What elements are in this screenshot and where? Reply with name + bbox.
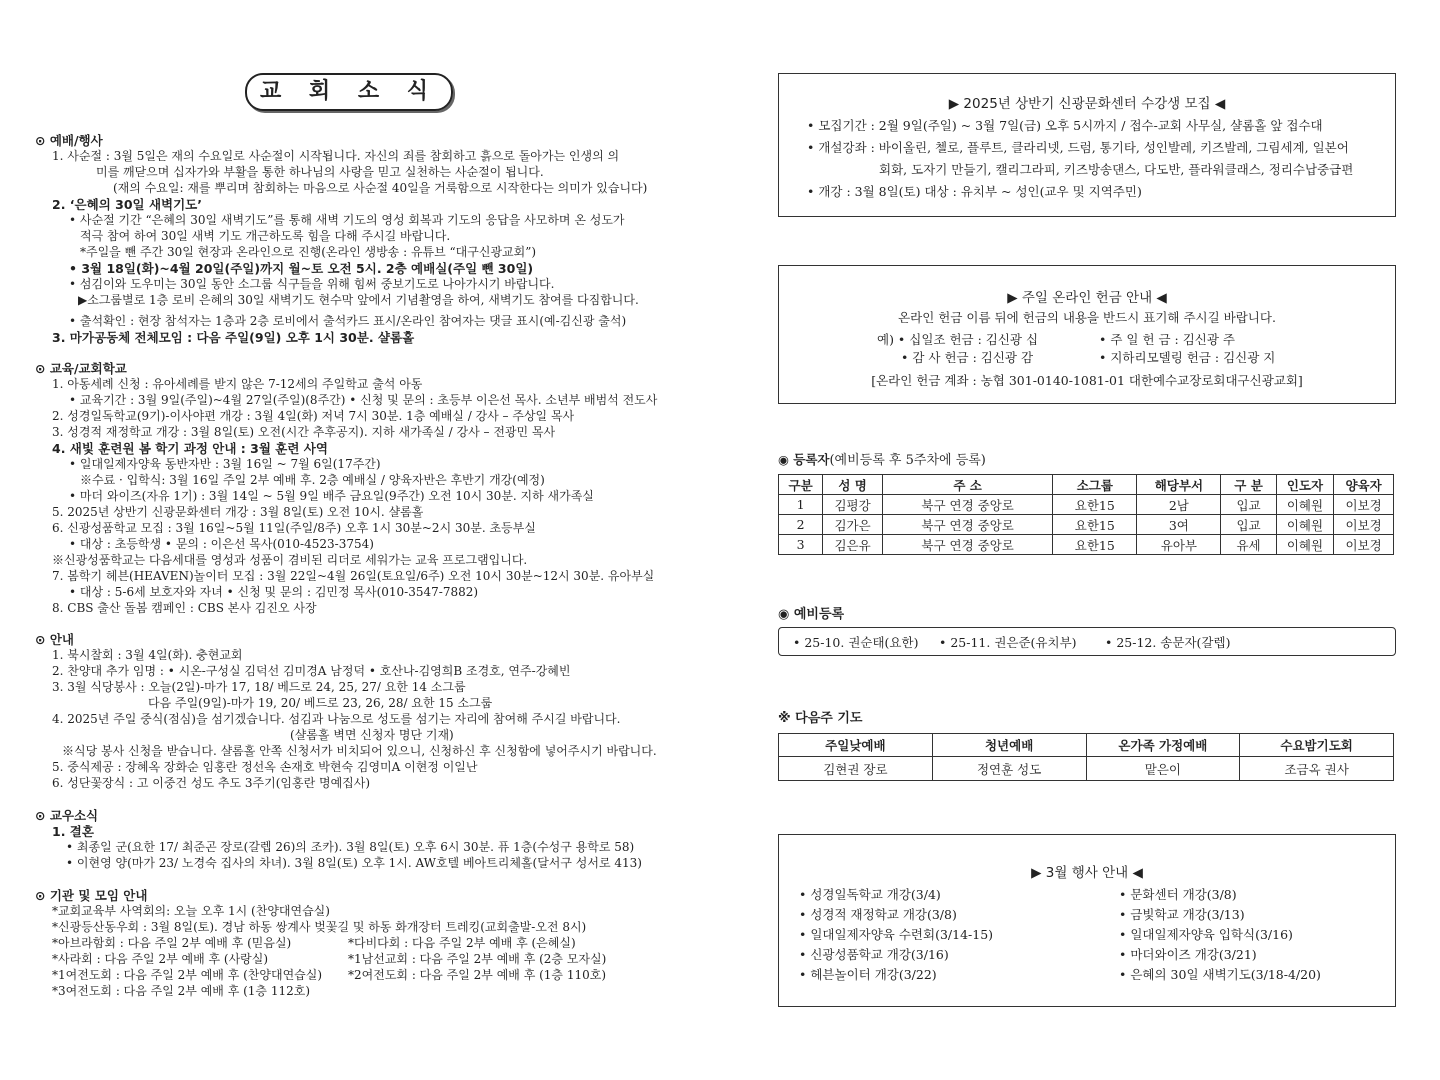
text-line: *1남선교회 : 다음 주일 2부 예배 후 (2층 모자실) <box>348 952 607 966</box>
text-line: ▶소그룹별로 1층 로비 은혜의 30일 새벽기도 현수막 앞에서 기념촬영을 하여, 새벽기도 참여를 다짐합니다. <box>78 293 639 307</box>
event-item: • 일대일제자양육 수련회(3/14-15) <box>799 927 994 942</box>
text-line: ※신광성품학교는 다음세대를 영성과 성품이 겸비된 리더로 세워가는 교육 프로그램입니다. <box>52 553 528 567</box>
text-line: (재의 수요일: 재를 뿌리며 참회하는 마음으로 사순절 40일을 거룩함으로 시작한다는 의미가 있습니다) <box>113 181 648 195</box>
column-header: 해당부서 <box>1137 475 1221 495</box>
text-line: • 개설강좌 : 바이올린, 첼로, 플루트, 클라리넷, 드럼, 통기타, 성인발레, 키즈발레, 그림세계, 일본어 <box>807 140 1349 155</box>
table-cell: 이보경 <box>1334 535 1394 555</box>
text-line: • 이현영 양(마가 23/ 노경숙 집사의 차녀). 3월 8일(토) 오후 1시. AW호텔 베아트리체홀(달서구 성서로 413) <box>66 856 642 870</box>
table-cell: 김평강 <box>823 495 883 515</box>
text-line: *2여전도회 : 다음 주일 2부 예배 후 (1층 110호) <box>348 968 607 982</box>
text-line: 5. 중식제공 : 장혜옥 장화순 임홍란 정선옥 손재호 박현숙 김영미A 이현정 이일난 <box>52 760 478 774</box>
text-line: 다음 주일(9일)-마가 19, 20/ 베드로 23, 26, 28/ 요한 15 소그룹 <box>148 696 493 710</box>
text-line: 4. 2025년 주일 중식(점심)을 섬기겠습니다. 섬김과 나눔으로 성도를 섬기는 자리에 참여해 주시길 바랍니다. <box>52 712 621 726</box>
text-line: *사라회 : 다음 주일 2부 예배 후 (사랑실) <box>52 952 269 966</box>
events-list-left <box>799 885 993 985</box>
table-cell: 이보경 <box>1334 495 1394 515</box>
text-line: 7. 봄학기 헤븐(HEAVEN)놀이터 모집 : 3월 22일~4월 26일(토요일/6주) 오전 10시 30분~12시 30분. 유아부실 <box>52 569 655 583</box>
text-line: (샬롬홀 벽면 신청자 명단 기재) <box>290 728 454 742</box>
event-item: • 마더와이즈 개강(3/21) <box>1119 947 1257 962</box>
text-line: *교회교육부 사역회의: 오늘 오후 1시 (찬양대연습실) <box>52 904 330 918</box>
table-cell: 이혜원 <box>1276 495 1334 515</box>
events-list-right <box>1119 885 1321 985</box>
table-header-row <box>779 734 1394 757</box>
column-header: 양육자 <box>1334 475 1394 495</box>
text-line: 1. 사순절 : 3월 5일은 재의 수요일로 사순절이 시작됩니다. 자신의 죄를 참회하고 흙으로 돌아가는 인생의 의 <box>52 149 620 163</box>
table-cell: 이보경 <box>1334 515 1394 535</box>
table-row <box>779 757 1394 781</box>
text-line: 미를 깨닫으며 십자가와 부활을 통한 하나님의 사랑을 믿고 실천하는 사순절이 됩니다. <box>96 165 544 179</box>
column-header: 온가족 가정예배 <box>1086 734 1240 757</box>
text-line: *다비다회 : 다음 주일 2부 예배 후 (은혜실) <box>348 936 576 950</box>
text-line: • 모집기간 : 2월 9일(주일) ~ 3월 7일(금) 오후 5시까지 / 접수-교회 사무실, 샬롬홀 앞 접수대 <box>807 118 1323 133</box>
text-line: 8. CBS 출산 돌봄 캠페인 : CBS 본사 김진오 사장 <box>52 601 317 615</box>
text-line: 4. 새빛 훈련원 봄 학기 과정 안내 : 3월 훈련 사역 <box>52 441 328 456</box>
text-line: • 개강 : 3월 8일(토) 대상 : 유치부 ~ 성인(교우 및 지역주민) <box>807 184 1142 199</box>
table-cell: 1 <box>779 495 823 515</box>
column-header: 인도자 <box>1276 475 1334 495</box>
table-cell: 김은유 <box>823 535 883 555</box>
registrants-table <box>778 474 1394 555</box>
column-header: 주 소 <box>882 475 1052 495</box>
text-line: ※수료 · 입학식: 3월 16일 주일 2부 예배 후. 2층 예배실 / 양육자반은 후반기 개강(예정) <box>80 473 545 487</box>
table-cell: 요한15 <box>1053 535 1137 555</box>
table-cell: 유세 <box>1221 535 1276 555</box>
text-line: 6. 성단꽃장식 : 고 이중건 성도 추도 3주기(임홍란 명예집사) <box>52 776 371 790</box>
column-header: 소그룹 <box>1053 475 1137 495</box>
table-cell: 정연훈 성도 <box>932 757 1086 781</box>
prereg-item: • 25-11. 권은준(유치부) <box>939 635 1077 650</box>
column-header: 구분 <box>779 475 823 495</box>
box-title: ▶ 3월 행사 안내 ◀ <box>1031 865 1143 881</box>
prereg-heading: ◉ 예비등록 <box>778 607 845 622</box>
text-line: 2. ‘은혜의 30일 새벽기도’ <box>52 197 202 212</box>
table-cell: 북구 연경 중앙로 <box>882 515 1052 535</box>
table-cell: 유아부 <box>1137 535 1221 555</box>
table-cell: 김가은 <box>823 515 883 535</box>
prayer-heading: ※ 다음주 기도 <box>778 711 863 726</box>
text-line: 6. 신광성품학교 모집 : 3월 16일~5월 11일(주일/8주) 오후 1시 30분~2시 30분. 초등부실 <box>52 521 536 535</box>
table-row <box>779 495 1394 515</box>
event-item: • 성경적 재정학교 개강(3/8) <box>799 907 957 922</box>
text-line: 5. 2025년 상반기 신광문화센터 개강 : 3월 8일(토) 오전 10시. 샬롬홀 <box>52 505 424 519</box>
text-line: • 일대일제자양육 동반자반 : 3월 16일 ~ 7월 6일(17주간) <box>69 457 381 471</box>
text-line: • 대상 : 초등학생 • 문의 : 이은선 목사(010-4523-3754) <box>69 537 374 551</box>
table-row <box>779 515 1394 535</box>
text-line: • 감 사 헌금 : 김신광 감 <box>901 350 1034 365</box>
text-line: • 교육기간 : 3월 9일(주일)~4월 27일(주일)(8주간) • 신청 및 문의 : 초등부 이은선 목사. 소년부 배범석 전도사 <box>69 393 658 407</box>
text-line: • 최종일 군(요한 17/ 최준곤 장로(갈렙 26)의 조카). 3월 8일(토) 오후 6시 30분. 퓨 1층(수성구 용학로 58) <box>66 840 635 854</box>
table-row <box>779 535 1394 555</box>
section-heading: ⊙ 교우소식 <box>35 808 99 823</box>
text-line: 1. 아동세례 신청 : 유아세례를 받지 않은 7-12세의 주일학교 출석 아동 <box>52 377 423 391</box>
table-cell: 맡은이 <box>1086 757 1240 781</box>
prereg-box <box>778 627 1396 656</box>
text-line: 3. 마가공동체 전체모임 : 다음 주일(9일) 오후 1시 30분. 샬롬홀 <box>52 330 415 345</box>
text-line: • 대상 : 5-6세 보호자와 자녀 • 신청 및 문의 : 김민정 목사(010-3547-7882) <box>69 585 479 599</box>
table-cell: 조금옥 권사 <box>1240 757 1394 781</box>
text-line: 온라인 헌금 이름 뒤에 헌금의 내용을 반드시 표기해 주시길 바랍니다. <box>898 310 1276 325</box>
table-cell: 2남 <box>1137 495 1221 515</box>
text-line: • 출석확인 : 현장 참석자는 1층과 2층 로비에서 출석카드 표시/온라인 참여자는 댓글 표시(예-김신광 출석) <box>69 314 627 328</box>
table-cell: 이혜원 <box>1276 515 1334 535</box>
text-line: 적극 참여 하여 30일 새벽 기도 개근하도록 힘을 다해 주시길 바랍니다. <box>80 229 451 243</box>
table-cell: 3여 <box>1137 515 1221 535</box>
registrants-title: ◉ 등록자 <box>778 452 830 467</box>
table-cell: 입교 <box>1221 515 1276 535</box>
prereg-item: • 25-12. 송문자(갈렙) <box>1105 635 1231 650</box>
text-line: 예) • 십일조 헌금 : 김신광 십 <box>877 332 1039 347</box>
culture-center-box <box>778 73 1396 217</box>
text-line: • 섬김이와 도우미는 30일 동안 소그룹 식구들을 위해 힘써 중보기도로 나아가시기 바랍니다. <box>69 277 555 291</box>
event-item: • 신광성품학교 개강(3/16) <box>799 947 949 962</box>
event-item: • 은혜의 30일 새벽기도(3/18-4/20) <box>1119 967 1321 982</box>
table-header-row <box>779 475 1394 495</box>
text-line: 2. 성경일독학교(9기)-이사야편 개강 : 3월 4일(화) 저녁 7시 30분. 1층 예배실 / 강사 – 주상일 목사 <box>52 409 575 423</box>
event-item: • 일대일제자양육 입학식(3/16) <box>1119 927 1293 942</box>
text-line: 1. 북시찰회 : 3월 4일(화). 충현교회 <box>52 648 243 662</box>
text-line: 2. 찬양대 추가 임명 : • 시온-구성실 김덕선 김미경A 남정덕 • 호산나-김영희B 조경호, 연주-강혜빈 <box>52 664 571 678</box>
text-line: 3. 성경적 재정학교 개강 : 3월 8일(토) 오전(시간 추후공지). 지하 새가족실 / 강사 – 전광민 목사 <box>52 425 556 439</box>
section-heading: ⊙ 교육/교회학교 <box>35 361 127 376</box>
column-header: 수요밤기도회 <box>1240 734 1394 757</box>
section-heading: ⊙ 기관 및 모임 안내 <box>35 888 148 903</box>
text-line: 3. 3월 식당봉사 : 오늘(2일)-마가 17, 18/ 베드로 24, 25, 27/ 요한 14 소그룹 <box>52 680 466 694</box>
text-line: • 사순절 기간 “은혜의 30일 새벽기도”를 통해 새벽 기도의 영성 회복과 기도의 응답을 사모하며 온 성도가 <box>69 213 625 227</box>
table-cell: 북구 연경 중앙로 <box>882 495 1052 515</box>
table-cell: 김현권 장로 <box>779 757 933 781</box>
text-line: *아브라함회 : 다음 주일 2부 예배 후 (믿음실) <box>52 936 292 950</box>
column-header: 주일낮예배 <box>779 734 933 757</box>
box-title: ▶ 주일 온라인 헌금 안내 ◀ <box>1007 290 1167 306</box>
text-line: • 주 일 헌 금 : 김신광 주 <box>1099 332 1235 347</box>
table-cell: 북구 연경 중앙로 <box>882 535 1052 555</box>
event-item: • 금빛학교 개강(3/13) <box>1119 907 1245 922</box>
text-line: *3여전도회 : 다음 주일 2부 예배 후 (1층 112호) <box>52 984 311 998</box>
registrants-note: (예비등록 후 5주차에 등록) <box>829 453 986 468</box>
page-title: 교 회 소 식 <box>245 73 453 111</box>
registrants-heading <box>778 452 986 468</box>
text-line: 1. 결혼 <box>52 824 94 839</box>
column-header: 청년예배 <box>932 734 1086 757</box>
text-line: • 3월 18일(화)~4월 20일(주일)까지 월~토 오전 5시. 2층 예배실(주일 뺀 30일) <box>69 261 534 276</box>
text-line: *1여전도회 : 다음 주일 2부 예배 후 (찬양대연습실) <box>52 968 323 982</box>
text-line: • 마더 와이즈(자유 1기) : 3월 14일 ~ 5월 9일 배주 금요일(9주간) 오전 10시 30분. 지하 새가족실 <box>69 489 594 503</box>
text-line: [온라인 헌금 계좌 : 농협 301-0140-1081-01 대한예수교장로회대구신광교회] <box>871 373 1303 388</box>
march-events-box <box>778 834 1396 1007</box>
section-heading: ⊙ 예배/행사 <box>35 133 103 148</box>
text-line: *주일을 뺀 주간 30일 현장과 온라인으로 진행(온라인 생방송 : 유튜브 “대구신광교회”) <box>80 245 537 259</box>
table-cell: 2 <box>779 515 823 535</box>
prereg-item: • 25-10. 권순태(요한) <box>793 635 919 650</box>
column-header: 구 분 <box>1221 475 1276 495</box>
event-item: • 헤븐놀이터 개강(3/22) <box>799 967 937 982</box>
event-item: • 성경일독학교 개강(3/4) <box>799 887 941 902</box>
text-line: 회화, 도자기 만들기, 캘리그라피, 키즈방송댄스, 다도반, 플라워클래스, 정리수납중급편 <box>879 162 1354 177</box>
box-title: ▶ 2025년 상반기 신광문화센터 수강생 모집 ◀ <box>948 96 1226 112</box>
online-offering-box <box>778 265 1396 404</box>
text-line: • 지하리모델링 헌금 : 김신광 지 <box>1099 350 1276 365</box>
table-cell: 3 <box>779 535 823 555</box>
prayer-table <box>778 733 1394 781</box>
table-cell: 요한15 <box>1053 495 1137 515</box>
table-cell: 입교 <box>1221 495 1276 515</box>
text-line: ※식당 봉사 신청을 받습니다. 샬롬홀 안쪽 신청서가 비치되어 있으니, 신청하신 후 신청함에 넣어주시기 바랍니다. <box>62 744 657 758</box>
table-cell: 요한15 <box>1053 515 1137 535</box>
text-line: *신광등산동우회 : 3월 8일(토). 경남 하동 쌍계사 벚꽃길 및 하동 화개장터 트레킹(교회출발-오전 8시) <box>52 920 587 934</box>
event-item: • 문화센터 개강(3/8) <box>1119 887 1237 902</box>
table-cell: 이혜원 <box>1276 535 1334 555</box>
section-heading: ⊙ 안내 <box>35 632 74 647</box>
column-header: 성 명 <box>823 475 883 495</box>
